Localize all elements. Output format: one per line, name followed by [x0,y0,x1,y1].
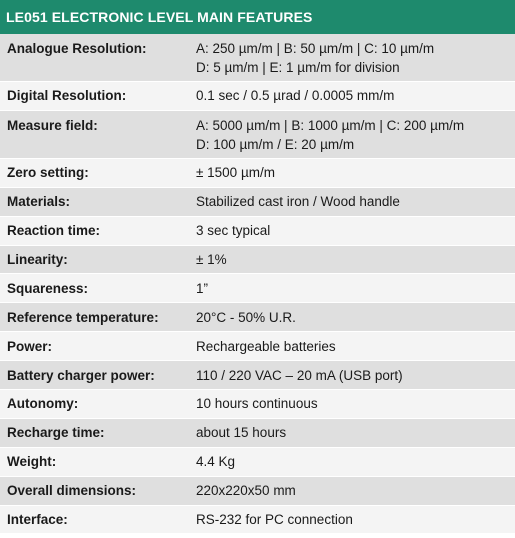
table-row [0,159,515,188]
row-value-line: 220x220x50 mm [196,483,296,499]
row-value-line: D: 100 µm/m / E: 20 µm/m [196,136,355,152]
table-row [0,274,515,303]
row-value [196,454,515,469]
row-value-line: D: 5 µm/m | E: 1 µm/m for division [196,60,400,75]
row-value [196,368,515,383]
row-value-line: 3 sec typical [196,223,271,239]
row-value-line: RS-232 for PC connection [196,512,353,528]
features-table [0,34,515,534]
row-value [196,339,515,354]
table-row [0,448,515,477]
row-value [196,39,515,81]
row-value [196,252,515,267]
row-value-line: Stabilized cast iron / Wood handle [196,194,400,210]
row-value [196,194,515,209]
row-value-line: Rechargeable batteries [196,338,336,354]
row-label: Zero setting: [7,165,89,181]
row-label: Linearity: [7,252,68,267]
row-value [196,396,515,411]
table-row [0,217,515,246]
table-row [0,303,515,332]
table-row [0,419,515,448]
row-label: Battery charger power: [7,367,155,383]
row-label: Reaction time: [7,223,101,239]
row-value-line: about 15 hours [196,425,287,441]
row-label: Measure field: [7,117,98,133]
row-value [196,116,515,158]
table-row [0,82,515,111]
row-value-line: 110 / 220 VAC – 20 mA (USB port) [196,367,403,383]
table-row [0,332,515,361]
row-label: Autonomy: [7,396,79,412]
table-row [0,506,515,535]
row-value [196,88,515,103]
row-label: Overall dimensions: [7,483,137,499]
table-row [0,477,515,506]
row-value-line: ± 1500 µm/m [196,165,275,181]
table-row [0,361,515,390]
row-label: Materials: [7,194,71,210]
table-row [0,390,515,419]
row-value-line: 0.1 sec / 0.5 µrad / 0.0005 mm/m [196,88,395,104]
table-row [0,34,515,82]
table-title: LE051 ELECTRONIC LEVEL MAIN FEATURES [0,0,515,34]
row-value-line: 20°C - 50% U.R. [196,309,296,325]
row-value [196,165,515,180]
row-value-line: A: 5000 µm/m | B: 1000 µm/m | C: 200 µm/m [196,117,465,133]
row-label: Digital Resolution: [7,88,127,104]
row-value [196,223,515,238]
row-value [196,310,515,325]
table-row [0,246,515,275]
row-label: Reference temperature: [7,309,159,325]
row-value [196,512,515,527]
row-value [196,425,515,440]
row-value-line: 1” [196,280,209,296]
row-label: Squareness: [7,280,89,296]
row-value-line: 4.4 Kg [196,454,236,470]
row-label: Weight: [7,454,57,470]
row-value-line: ± 1% [196,252,227,267]
row-label: Interface: [7,512,68,528]
row-label: Analogue Resolution: [7,41,147,56]
row-label: Power: [7,338,53,354]
table-row [0,188,515,217]
row-value [196,281,515,296]
row-value-line: A: 250 µm/m | B: 50 µm/m | C: 10 µm/m [196,41,435,56]
row-value [196,483,515,498]
table-row [0,111,515,159]
row-label: Recharge time: [7,425,105,441]
row-value-line: 10 hours continuous [196,396,318,412]
